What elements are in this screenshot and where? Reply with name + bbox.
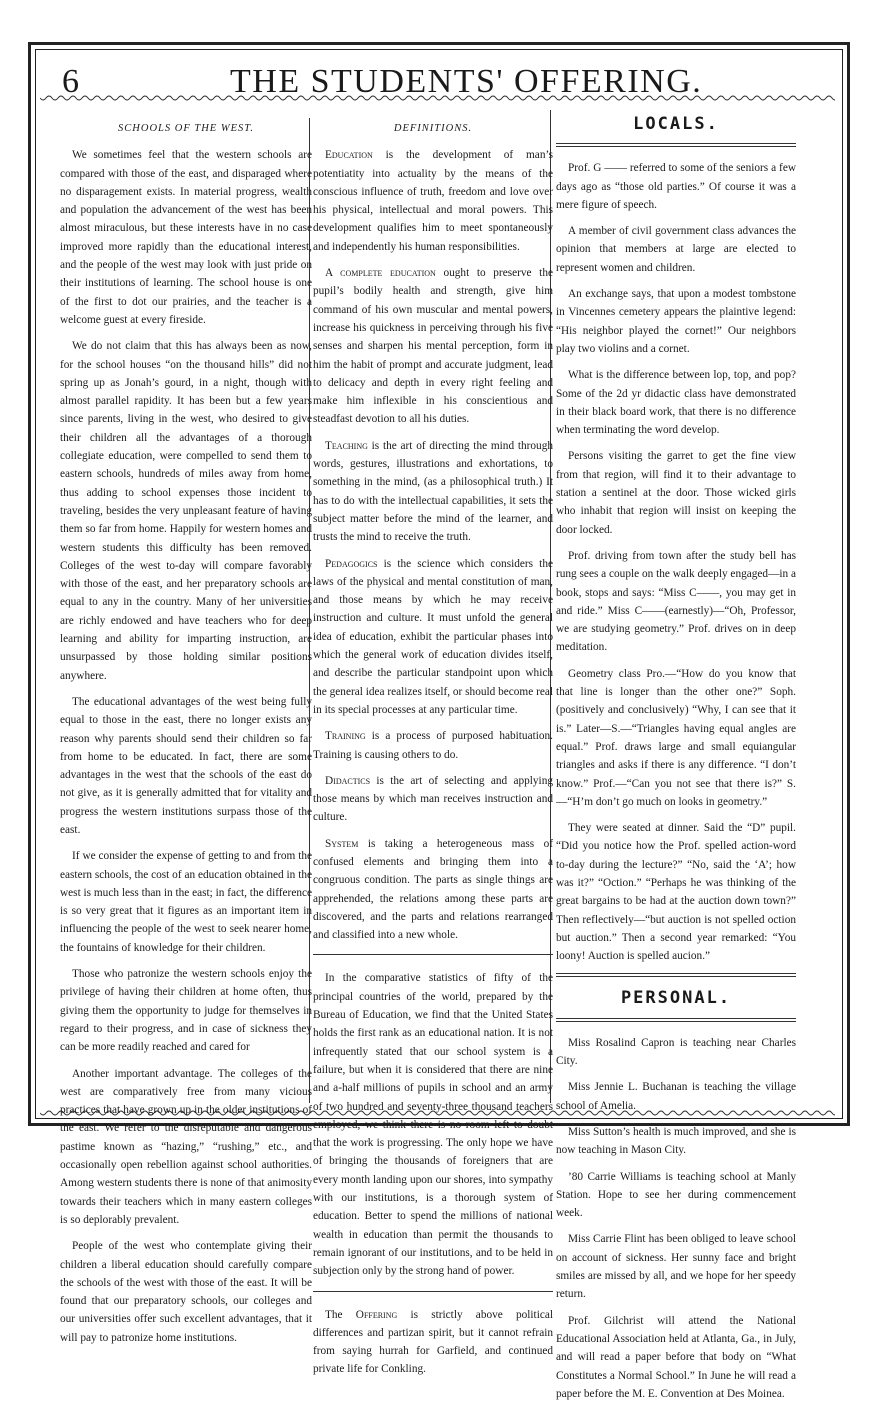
definition-text: ought to preserve the pupil’s bodily health and strength, give him command of his own muscular and mental powers, increase his quickness in perceiving through his five senses and sharpen his mental perception, form in him the habit of prompt and accurate judgment, lead to delicacy and depth in every right feeling and make him inflexible in his conscientious and steadfast devotion to all his duties. [313,267,553,426]
locals-heading: LOCALS. [633,114,719,134]
definition-text: is the development of man’s potentiatity into actuality by the means of the conscious influence of truth, freedom and love over his physical, intellectual and moral powers. This development qualifies him to meet spontaneously and independently his human responsibilities. [313,149,553,253]
personal-item: Prof. Gilchrist will attend the National Educational Association held at Atlanta, Ga., in July, and will read a paper before that body on “What Constitutes a Normal School.” In June he will read a paper before the M. E. Convention at Des Moinea. [556,1314,796,1400]
article-body [60,146,312,1347]
article-paragraph: If we consider the expense of getting to and from the eastern schools, the cost of an education obtained in the west is much less than in the east; in fact, the difference is so very great that it figures as an important item in influencing the people of the west to seek nearer home, the fountains of knowledge for their children. [60,850,313,954]
offering-paragraph: The Offering is strictly above political differences and partizan spirit, but it cannot refrain from saying hurrah for Garfield, and continued private life for Conkling. [313,1308,554,1376]
definition-text: is the art of directing the mind through words, gestures, illustrations and exhortations, to something in the mind, (as a philosophical truth.) It has to do with the intellectual capabilities, it sets the subject matter before the mind of the learner, and trusts the mind to receive the truth. [313,439,553,544]
definition-text: is the science which considers the laws of the physical and mental constitution of man, and those means by which he may receive instruction and culture. It must unfold the general idea of education, exhibit the particular phases into which the general work of education divides itself, and describe the particular standpoint upon which the general idea realizes itself, or should become real in its special processes at any particular time. [313,557,553,716]
article-paragraph: The educational advantages of the west being fully equal to those in the east, there no longer exists any reason why parents should send their children so far from home to be educated. In fact, there are some advantages in the west that the schools of the east do not give, as it is generally admitted that for vitality and progress the western institutions surpass those of the east. [60,695,312,836]
local-item: Prof. driving from town after the study bell has rung sees a couple on the walk deeply engaged—in a book, stops and says: “Miss C——, you may get in and ride.” Miss C——(earnestly)—“Oh, Professor, we are studying geometry.” Prof. drives on in deep meditation. [556,549,796,654]
definition-text: is taking a heterogeneous mass of confused elements and bringing them into a congruous condition. The parts as single things are apprehended, the relations among these parts are discovered, and the parts and relations rearranged and classified into a new whole. [313,837,553,942]
local-item: What is the difference between lop, top, and pop? Some of the 2d yr didactic class have demonstrated in their black board work, that there is no difference when terminating the word develop. [556,369,796,437]
local-item: An exchange says, that upon a modest tombstone in Vincennes cemetery appears the plaintive legend: “His neighbor played the cornet!” Our neighbors play two violins and a cornet. [556,288,796,355]
personal-item: Miss Sutton’s health is much improved, and she is now teaching in Mason City. [556,1125,796,1157]
definition-term: Training [325,730,366,743]
local-item: Persons visiting the garret to get the fine view from that region, will find it to their advantage to station a sentinel at the door. Those wicked girls who inhabit that region will insist on keeping the door locked. [556,450,796,536]
personal-heading: PERSONAL. [620,988,732,1009]
definition-item [313,772,553,827]
definition-term: System [325,837,359,850]
definition-term: Pedagogics [325,557,378,570]
personal-item: Miss Rosalind Capron is teaching near Charles City. [556,1036,796,1068]
locals-rule [556,143,796,147]
article-paragraph: We sometimes feel that the western schools are compared with those of the east, and disparaged where no disparagement exists. In material progress, wealth and population the advancement of the west has been almost miraculous, but these interests have in no case improved more rapidly than the educational interest, and the people of the west may look with just pride on their institutions of learning. The school house is one of the first to dot our prairies, and the teacher is a welcome guest at every fireside. [60,149,312,326]
article-heading: DEFINITIONS. [393,123,473,134]
article-paragraph: We do not claim that this has always been as now, for the school houses “on the thousand hills” did not spring up as Jonah’s gourd, in a night, though with almost parallel rapidity. It has been but a few years since parents, living in the west, who desired to give their children all the advantages of a thorough collegiate education, were compelled to send them to eastern schools, hundreds of miles away from home, thus adding to school expenses those incident to traveling, besides the very unpleasant feature of having them so far from home. Happily for western homes and western students this difficulty has been removed. Colleges of the west to-day will compare favorably with those of the east, and her preparatory schools are equal to any in the country. Many of her universities are richly endowed and have teachers who for deep learning and ability for imparting instruction, are unsurpassed by those holding similar positions anywhere. [60,340,312,682]
masthead-title: THE STUDENTS' OFFERING. [230,63,703,100]
local-item: Prof. G —— referred to some of the seniors a few days ago as “those old parties.” Of course it was a mere figure of speech. [556,162,796,211]
definition-item [313,437,553,547]
personal-item: Miss Carrie Flint has been obliged to leave school on account of sickness. Her sunny face and bright smiles are missed by all, and we hope for her speedy return. [556,1233,796,1301]
column-locals-personal [556,115,796,1411]
column-schools-of-the-west [60,120,312,1355]
personal-list [556,1034,796,1403]
locals-list [556,159,796,965]
definition-term: A complete education [325,267,436,280]
definition-term: Teaching [325,439,368,452]
definition-term: Education [325,149,373,162]
section-rule [313,1291,553,1292]
article-paragraph: Another important advantage. The colleges of the west are comparatively free from many vicious practices that have grown up in the older institutions of the east. We refer to the disreputable and dangerous pastime known as “hazing,” “rushing,” etc., and occasionally open rebellion against school authorities. Among western students there is none of that animosity towards their teachers which in many eastern colleges is so deplorably prevalent. [60,1067,312,1226]
personal-rule [556,1018,796,1022]
article-heading: SCHOOLS OF THE WEST. [118,123,254,134]
local-item: Geometry class Pro.—“How do you know that that line is longer than the other one?” Soph. (positively and conclusively) “Why, I can see that it is.” Later—S.—“Triangles having equal angles are equal.” Prof. draws large and small equiangular triangles and asks if there is any difference. “I don’t know.” Prof.—“Can you not see that there is?” S.—“H’m don’t go much on looks in geometry.” [556,667,796,808]
personal-rule-top [556,973,796,977]
personal-item: ’80 Carrie Williams is teaching school at Manly Station. Hope to see her during commencement week. [556,1170,796,1220]
definition-item [313,264,553,429]
article-paragraph: Those who patronize the western schools enjoy the privilege of having their children at home often, thus giving them the opportunity to judge for themselves in regard to their progress, and in case of sickness they can be more readily reached and cared for [60,968,312,1054]
definition-term: Didactics [325,774,371,787]
definition-item [313,727,553,764]
definition-item [313,146,553,256]
section-rule [313,954,553,955]
local-item: A member of civil government class advances the opinion that members at large are elected to represent women and children. [556,225,796,274]
definitions-list [313,146,553,944]
definition-text: is a process of purposed habituation. Training is causing others to do. [313,730,553,761]
personal-item: Miss Jennie L. Buchanan is teaching the village school of Amelia. [556,1081,796,1112]
definition-item [313,835,553,945]
local-item: They were seated at dinner. Said the “D” pupil. “Did you notice how the Prof. spelled action-word to-day during the lecture?” “No, said the ‘A’; how was it?” “Oction.” “Perhaps he was thinking of the great bargains to be had at the auction down town?” Then reflectively—“but auction is not spelled oction but auction.” Then a second year remarked: “You loony! Auction is spelled aucion.” [556,822,796,963]
column-definitions [313,120,553,1387]
statistics-paragraph: In the comparative statistics of fifty of the principal countries of the world, prepared by the Bureau of Education, we find that the United States holds the first rank as an educational nation. It is not infrequently stated that our school system is a failure, but when it is considered that there are nine and a-half millions of pupils in school and an army of two hundred and seventy-three thousand teachers employed, we think there is no room left to doubt that the work is progressing. The only hope we have of bringing the thousands of foreigners that are every month landing upon our shores, into sympathy with our institutions, is a thorough system of education. Better to spend the millions of national wealth in education than permit the thousands to remain ignorant of our institutions, and to be held in subjection only by the strong hand of power. [313,972,553,1278]
article-paragraph: People of the west who contemplate giving their children a liberal education should carefully compare the schools of the west with those of the east. It will be found that our preparatory schools, our colleges and our universities offer such excellent advantages, that it will pay to patronize home institutions. [60,1240,312,1344]
definition-item [313,555,553,720]
definition-text: is the art of selecting and applying those means by which man receives instruction and culture. [313,774,553,824]
page-number: 6 [62,63,79,100]
